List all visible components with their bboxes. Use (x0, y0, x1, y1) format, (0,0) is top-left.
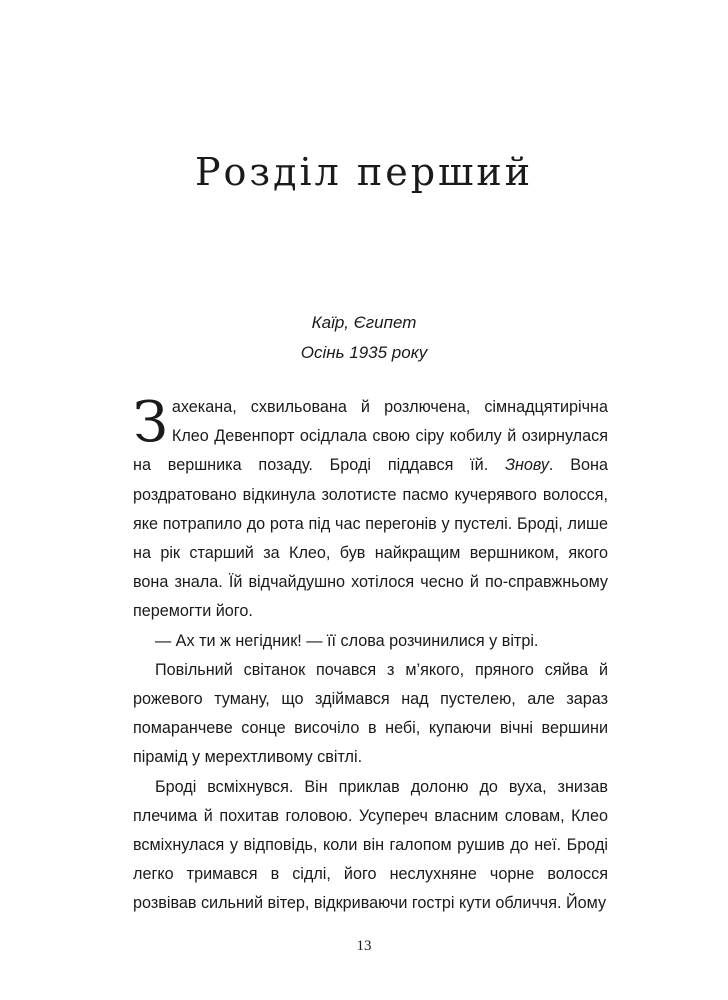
paragraph-1-text-b: . Вона роздратовано відкинула золотисте пасмо кучерявого волосся, яке потрапило до рота під час перегонів у пустелі. Броді, лише на рік старший за Клео, був найкращим вершником, якого вона знала. Їй відчайдушно хотілося чесно й по-справжньому перемогти його. (133, 456, 608, 621)
epigraph-date: Осінь 1935 року (300, 343, 428, 362)
paragraph-1-text-a: ахекана, схвильована й розлючена, сімнадцятирічна Клео Девенпорт осідлала свою сіру кобилу й озирнулася на вершника позаду. Броді піддався їй. (133, 398, 608, 475)
body-text (133, 390, 608, 919)
paragraph-2: — Ах ти ж негідник! — її слова розчинилися у вітрі. (155, 631, 539, 650)
paragraph-3: Повільний світанок почався з м’якого, пряного сяйва й рожевого туману, що здіймався над пустелею, але зараз помаранчеве сонце височіло в небі, купаючи вічні вершини пірамід у мерехтливому світлі. (133, 660, 608, 767)
drop-cap: З (133, 390, 168, 455)
page-number: 13 (356, 938, 372, 954)
paragraph-1 (133, 390, 608, 627)
paragraph-1-emphasis: Знову (505, 456, 549, 475)
paragraph-4: Броді всміхнувся. Він приклав долоню до вуха, знизав плечима й похитав головою. Усупереч власним словам, Клео всміхнулася у відповідь, коли він галопом рушив до неї. Броді легко тримався в сідлі, його неслухняне чорне волосся розвівав сильний вітер, відкриваючи гострі кути обличчя. Йому (133, 777, 608, 913)
epigraph (0, 308, 728, 368)
chapter-title: Розділ перший (194, 150, 534, 194)
epigraph-location: Каїр, Єгипет (311, 313, 417, 332)
